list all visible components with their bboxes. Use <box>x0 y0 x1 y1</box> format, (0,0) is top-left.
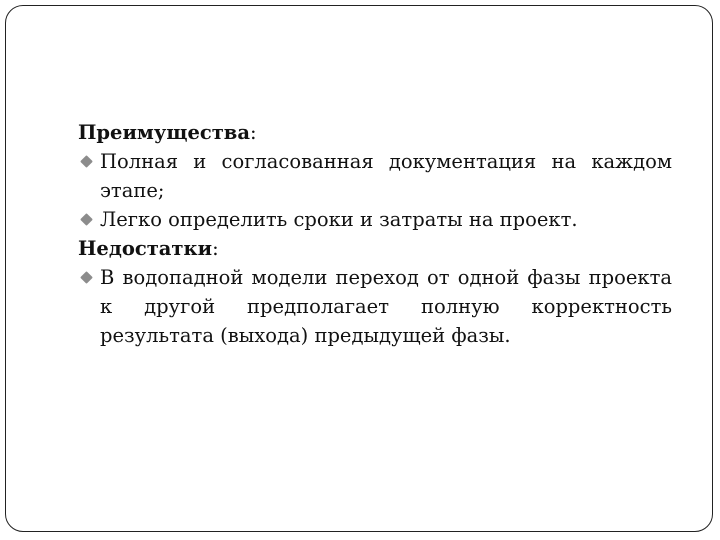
disadvantage-item-1-text: В водопадной модели переход от одной фазы проекта к другой предполагает полную корректность результата (выхода) предыдущей фазы. <box>100 266 672 347</box>
advantage-item-2 <box>78 205 672 234</box>
disadvantages-heading <box>78 234 672 263</box>
advantage-item-2-text: Легко определить сроки и затраты на проект. <box>100 208 578 231</box>
disadvantage-item-1 <box>78 263 672 350</box>
advantage-item-1 <box>78 147 672 205</box>
advantages-title: Преимущества <box>78 121 250 144</box>
diamond-bullet-icon <box>80 155 93 168</box>
diamond-bullet-icon <box>80 271 93 284</box>
disadvantages-colon: : <box>212 237 219 260</box>
disadvantages-title: Недостатки <box>78 237 213 260</box>
advantage-item-1-text: Полная и согласованная документация на каждом этапе; <box>100 150 672 202</box>
slide-content <box>78 118 672 350</box>
advantages-colon: : <box>250 121 257 144</box>
advantages-heading <box>78 118 672 147</box>
diamond-bullet-icon <box>80 213 93 226</box>
